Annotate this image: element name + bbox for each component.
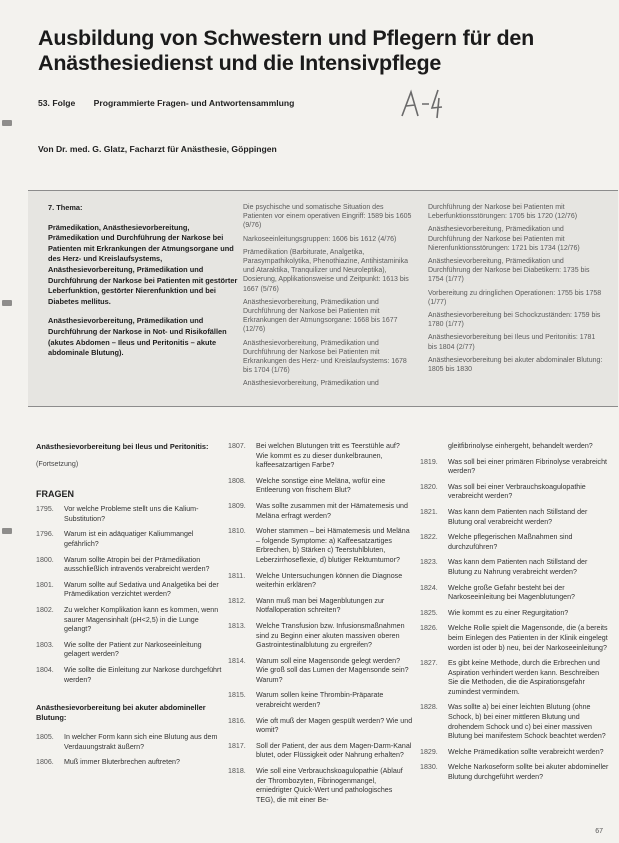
series-line	[38, 98, 310, 108]
question-item	[228, 527, 413, 565]
question-number: 1811.	[228, 571, 246, 580]
question-text: Wann muß man bei Magenblutungen zur Notfalloperation schreiten?	[256, 596, 385, 615]
binding-mark	[2, 528, 12, 534]
question-text: Bei welchen Blutungen tritt es Teerstühle auf? Wie kommt es zu dieser dunkelbraunen, kaffeesatzartigen Farbe?	[256, 442, 400, 470]
question-number: 1818.	[228, 767, 246, 776]
question-item	[420, 624, 610, 653]
author-line: Von Dr. med. G. Glatz, Facharzt für Anästhesie, Göppingen	[38, 144, 277, 154]
question-item	[420, 609, 610, 619]
question-item	[420, 533, 610, 552]
question-number: 1816.	[228, 716, 246, 725]
question-item	[420, 748, 610, 758]
topic-entry: Anästhesievorbereitung, Prämedikation und Durchführung der Narkose bei Patienten mit Erkrankungen des Herz- und Kreislaufsystems: 1678 bis 1704 (1/76)	[243, 339, 407, 375]
question-item	[420, 483, 610, 502]
question-item	[420, 659, 610, 697]
question-item	[420, 763, 610, 782]
question-text: Was soll bei einer primären Fibrinolyse verabreicht werden?	[448, 457, 608, 476]
series-name: Programmierte Fragen- und Antwortensammlung	[93, 98, 295, 108]
right-column	[420, 442, 610, 789]
question-item	[420, 558, 610, 577]
question-item	[36, 758, 226, 768]
topic-entry: Prämedikation (Barbiturate, Analgetika, Parasympathikolytika, Phenothiazine, Antihistaminika und Ataraktika, Tranquilizer und Neuroleptika), Dosierung, Applikationsweise und Zeitpunkt: 1613 bis 1667 (5/76)	[243, 248, 409, 293]
question-number: 1795.	[36, 505, 54, 514]
question-number: 1827.	[420, 659, 438, 668]
question-number: 1817.	[228, 741, 246, 750]
theme-paragraph: Anästhesievorbereitung, Prämedikation und Durchführung der Narkose in Not- und Risikofällen (akutes Abdomen – Ileus und Peritonitis – akute abdominale Blutung).	[48, 316, 227, 358]
question-item	[36, 733, 226, 752]
binding-mark	[2, 120, 12, 126]
article-title	[38, 26, 598, 76]
question-text: Vor welche Probleme stellt uns die Kalium-Substitution?	[64, 505, 199, 523]
question-text: In welcher Form kann sich eine Blutung aus dem Verdauungstrakt äußern?	[64, 733, 218, 751]
question-number: 1828.	[420, 703, 438, 712]
question-number: 1812.	[228, 596, 246, 605]
question-item	[420, 458, 610, 477]
question-text: Welche Narkoseform sollte bei akuter abdomineller Blutung durchgeführt werden?	[448, 763, 609, 782]
binding-mark	[2, 300, 12, 306]
question-text: Welche sonstige eine Meläna, wofür eine Entleerung von frischem Blut?	[256, 476, 386, 495]
question-continuation	[420, 442, 610, 452]
question-number: 1819.	[420, 457, 438, 466]
question-number: 1802.	[36, 605, 54, 614]
question-item	[420, 584, 610, 603]
question-number: 1807.	[228, 442, 246, 450]
question-item	[228, 767, 413, 805]
handwritten-note	[398, 86, 444, 122]
question-item	[36, 666, 226, 685]
question-text: Warum sollte auf Sedativa und Analgetika bei der Prämedikation verzichtet werden?	[64, 580, 219, 599]
question-number: 1808.	[228, 476, 246, 485]
question-item	[36, 581, 226, 600]
question-number: 1825.	[420, 608, 438, 617]
question-number: 1829.	[420, 747, 438, 756]
question-number: 1810.	[228, 527, 246, 536]
question-number: 1806.	[36, 758, 54, 767]
question-number: 1814.	[228, 656, 246, 665]
question-text: Wie sollte die Einleitung zur Narkose durchgeführt werden?	[64, 665, 222, 684]
question-text: Was sollte zusammen mit der Hämatemesis und Meläna erfragt werden?	[256, 501, 408, 520]
question-text: Welche Prämedikation sollte verabreicht werden?	[448, 747, 604, 756]
question-text: Welche Rolle spielt die Magensonde, die (a bereits beim Einlegen des Patienten in der Klinik eingelegt worden ist oder b) neu, bei der Narkoseeinleitung?	[448, 624, 608, 652]
question-item	[228, 597, 413, 616]
theme-col-1	[48, 203, 238, 368]
theme-paragraph: Prämedikation, Anästhesievorbereitung, Prämedikation und Durchführung der Narkose bei Patienten mit Erkrankungen der Atmungsorgane und des Herz- und Kreislaufsystems, Anästhesievorbereitung, Prämedikation und Durchführung der Narkose bei Patienten mit gestörter Leberfunktion, gestörter Nierenfunktion und bei Diabetes mellitus.	[48, 222, 238, 306]
question-number: 1805.	[36, 733, 54, 742]
title-line-2: Anästhesiedienst und die Intensivpflege	[38, 51, 442, 75]
question-text: Welche Untersuchungen können die Diagnose weiterhin erklären?	[256, 571, 403, 590]
question-text: Was kann dem Patienten nach Stillstand der Blutung zu Nahrung verabreicht werden?	[448, 558, 588, 576]
topic-entry: Anästhesievorbereitung, Prämedikation und Durchführung der Narkose bei Patienten mit Erkrankungen der Atmungsorgane: 1668 bis 1677 (12/76)	[243, 298, 398, 334]
question-number: 1801.	[36, 580, 54, 589]
question-text: gleitfibrinolyse einhergeht, behandelt werden?	[448, 442, 593, 450]
question-number: 1822.	[420, 533, 438, 542]
question-text: Soll der Patient, der aus dem Magen-Darm-Kanal blutet, oder Flüssigkeit oder Nahrung erhalten?	[256, 741, 412, 760]
theme-col-3	[428, 203, 603, 378]
continuation-note: (Fortsetzung)	[36, 460, 79, 468]
question-number: 1803.	[36, 640, 54, 649]
question-number: 1809.	[228, 501, 246, 510]
question-item	[36, 530, 226, 549]
theme-box	[28, 190, 618, 407]
question-item	[420, 703, 610, 741]
question-number: 1796.	[36, 530, 54, 539]
topic-entry: Durchführung der Narkose bei Patienten mit Leberfunktionsstörungen: 1705 bis 1720 (12/76)	[428, 204, 578, 221]
question-text: Welche pflegerischen Maßnahmen sind durchzuführen?	[448, 533, 573, 551]
question-number: 1823.	[420, 558, 438, 567]
question-item	[228, 572, 413, 591]
topic-entry: Anästhesievorbereitung bei Schockzuständen: 1759 bis 1780 (1/77)	[428, 312, 601, 329]
question-text: Warum soll eine Magensonde gelegt werden? Wie groß soll das Lumen der Magensonde sein? Warum?	[256, 656, 409, 684]
theme-col-2	[243, 203, 413, 393]
question-item	[420, 508, 610, 527]
section-heading: Anästhesievorbereitung bei akuter abdomineller Blutung:	[36, 703, 206, 723]
question-item	[228, 442, 413, 471]
question-item	[36, 606, 226, 635]
question-item	[228, 691, 413, 710]
question-number: 1804.	[36, 665, 54, 674]
question-text: Warum sollen keine Thrombin-Präparate verabreicht werden?	[256, 691, 384, 710]
question-item	[228, 477, 413, 496]
question-text: Woher stammen – bei Hämatemesis und Meläna – folgende Symptome: a) Kaffeesatzartiges Erbrechen, b) Stärken c) Teerstuhlbluten, Leberzirrhoseflexie, d) blutiger Rektumtumor?	[256, 527, 410, 564]
question-number: 1830.	[420, 763, 438, 772]
question-text: Warum ist ein adäquatiger Kaliummangel gefährlich?	[64, 530, 194, 548]
question-text: Muß immer Bluterbrechen auftreten?	[64, 758, 180, 767]
question-number: 1815.	[228, 691, 246, 700]
fragen-heading: FRAGEN	[36, 488, 74, 499]
topic-entry: Anästhesievorbereitung, Prämedikation und Durchführung der Narkose bei Patienten mit Nierenfunktionsstörungen: 1721 bis 1734 (12/76)	[428, 226, 580, 252]
question-item	[228, 622, 413, 651]
question-text: Wie kommt es zu einer Regurgitation?	[448, 608, 569, 617]
question-item	[228, 717, 413, 736]
question-number: 1800.	[36, 555, 54, 564]
question-text: Wie oft muß der Magen gespült werden? Wie und womit?	[256, 716, 413, 735]
theme-heading: 7. Thema:	[48, 203, 83, 212]
topic-entry: Die psychische und somatische Situation des Patienten vor einem operativen Eingriff: 1589 bis 1605 (9/76)	[243, 204, 412, 230]
left-column	[36, 442, 226, 774]
question-item	[228, 502, 413, 521]
question-item	[36, 505, 226, 524]
question-text: Welche Transfusion bzw. Infusionsmaßnahmen sind zu Beginn einer akuten massiven oberen Gastrointestinalblutung zu ergreifen?	[256, 621, 405, 650]
topic-entry: Anästhesievorbereitung bei akuter abdominaler Blutung: 1805 bis 1830	[428, 356, 603, 374]
question-number: 1821.	[420, 507, 438, 516]
question-number: 1820.	[420, 482, 438, 491]
series-number: 53. Folge	[38, 98, 76, 108]
question-item	[36, 641, 226, 660]
question-text: Was kann dem Patienten nach Stillstand der Blutung oral verabreicht werden?	[448, 507, 588, 526]
question-item	[36, 556, 226, 575]
topic-entry: Anästhesievorbereitung, Prämedikation und	[243, 380, 379, 388]
question-text: Welche große Gefahr besteht bei der Narkoseeinleitung bei Magenblutungen?	[448, 583, 575, 602]
topic-entry: Anästhesievorbereitung, Prämedikation und Durchführung der Narkose bei Diabetikern: 1735 bis 1754 (1/77)	[428, 258, 590, 284]
question-text: Wie sollte der Patient zur Narkoseeinleitung gelagert werden?	[64, 640, 202, 659]
question-item	[228, 742, 413, 761]
page-number: 67	[595, 828, 603, 835]
question-number: 1826.	[420, 624, 438, 633]
question-number: 1813.	[228, 621, 246, 630]
question-text: Warum sollte Atropin bei der Prämedikation ausschließlich intravenös verabreicht werden?	[64, 555, 210, 574]
question-text: Zu welcher Komplikation kann es kommen, wenn saurer Magensinhalt (pH<2,5) in die Lunge gelangt?	[64, 605, 219, 634]
topic-entry: Narkoseeinleitungsgruppen: 1606 bis 1612 (4/76)	[243, 235, 397, 243]
question-item	[228, 657, 413, 686]
question-text: Was sollte a) bei einer leichten Blutung (ohne Schock, b) bei einer mittleren Blutung und drohendem Schock und c) bei einer massiven Blutung bei manifestem Schock beachtet werden?	[448, 703, 606, 741]
topic-entry: Vorbereitung zu dringlichen Operationen: 1755 bis 1758 (1/77)	[428, 289, 602, 306]
question-number: 1824.	[420, 583, 438, 592]
section-heading: Anästhesievorbereitung bei Ileus und Peritonitis:	[36, 442, 209, 451]
topic-entry: Anästhesievorbereitung bei Ileus und Peritonitis: 1781 bis 1804 (2/77)	[428, 334, 596, 351]
question-text: Wie soll eine Verbrauchskoagulopathie (Ablauf der Thrombozyten, Fibrinogenmangel, erniedrigter Quick-Wert und pathologisches TEG), die mit einer Be-	[256, 767, 403, 804]
title-line-1: Ausbildung von Schwestern und Pflegern für den	[38, 26, 535, 50]
question-text: Was soll bei einer Verbrauchskoagulopathie verabreicht werden?	[448, 482, 586, 501]
middle-column	[228, 442, 413, 811]
question-text: Es gibt keine Methode, durch die Erbrechen und Aspiration verhindert werden kann. Beschreiben Sie die Methoden, die die Aspirationsgefahr zumindest vermindern.	[448, 659, 600, 696]
